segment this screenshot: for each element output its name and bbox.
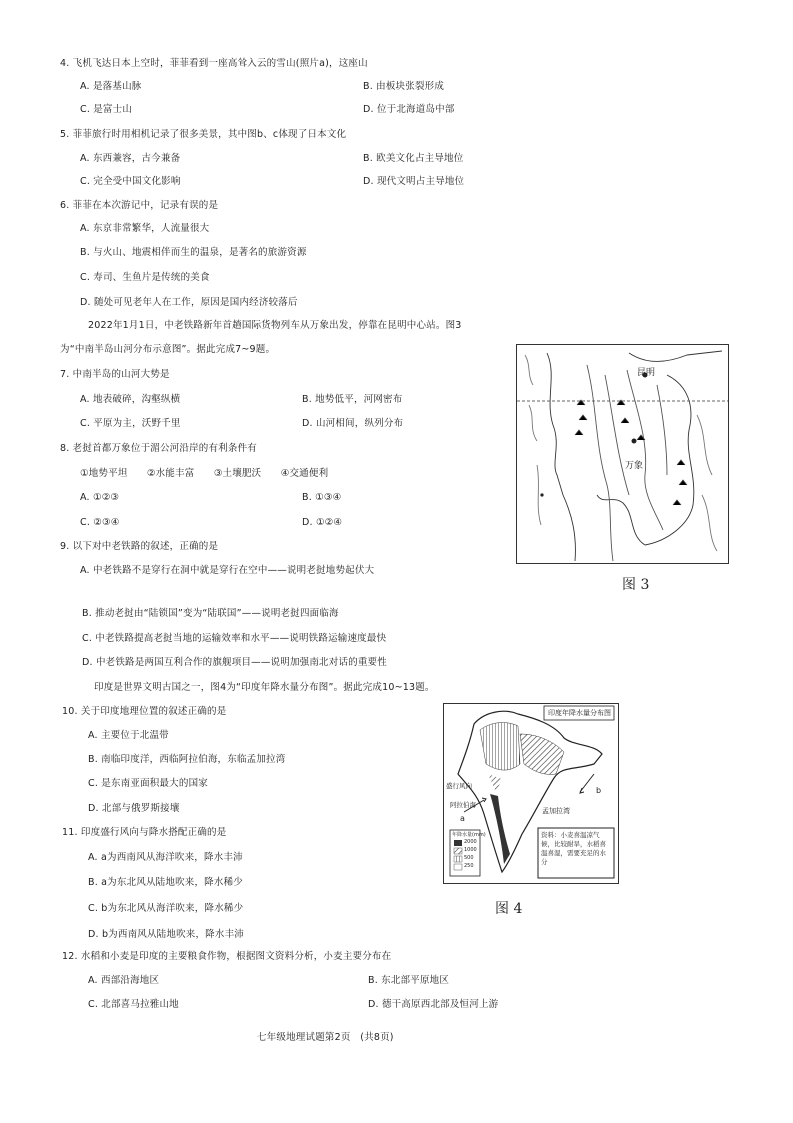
figure-3-caption: 图 3 [622, 577, 650, 593]
q9-stem: 9. 以下对中老铁路的叙述，正确的是 [60, 541, 219, 552]
q9-option-b: B. 推动老挝由“陆锁国”变为“陆联国”——说明老挝四面临海 [82, 608, 339, 619]
q10-option-d: D. 北部与俄罗斯接壤 [88, 803, 180, 814]
q5-option-c: C. 完全受中国文化影响 [80, 176, 181, 187]
fig4-note: 资料：小麦喜温凉气候，比较耐旱，水稻喜温喜湿，需要充足的水分 [541, 831, 606, 866]
q10-option-a: A. 主要位于北温带 [88, 730, 169, 741]
q8-statements: ①地势平坦 ②水能丰富 ③土壤肥沃 ④交通便利 [80, 468, 329, 479]
q4-option-b: B. 由板块张裂形成 [363, 81, 445, 92]
q11-stem: 11. 印度盛行风向与降水搭配正确的是 [62, 827, 227, 838]
page-footer: 七年级地理试题第2页 (共8页) [257, 1032, 394, 1043]
q6-option-c: C. 寿司、生鱼片是传统的美食 [80, 272, 210, 283]
q11-option-c: C. b为东北风从海洋吹来，降水稀少 [88, 903, 244, 914]
q12-option-b: B. 东北部平原地区 [368, 975, 450, 986]
q6-option-a: A. 东京非常繁华，人流量很大 [80, 223, 210, 234]
wind-direction-label: 盛行风向 [446, 782, 472, 790]
q4-option-d: D. 位于北海道岛中部 [363, 104, 455, 115]
q8-option-d: D. ①②④ [302, 517, 343, 528]
q5-option-b: B. 欧美文化占主导地位 [363, 153, 464, 164]
q9-option-d: D. 中老铁路是两国互利合作的旗舰项目——说明加强南北对话的重要性 [82, 657, 387, 668]
intro-7-9-line1: 2022年1月1日，中老铁路新年首趟国际货物列车从万象出发，停靠在昆明中心站。图3 [88, 320, 462, 331]
q5-stem: 5. 菲菲旅行时用相机记录了很多美景，其中图b、c体现了日本文化 [60, 129, 347, 140]
arabian-sea-label: 阿拉伯海 [450, 801, 476, 809]
q12-stem: 12. 水稻和小麦是印度的主要粮食作物，根据图文资料分析，小麦主要分布在 [62, 951, 392, 962]
q7-option-b: B. 地势低平，河网密布 [302, 394, 403, 405]
q4-stem: 4. 飞机飞达日本上空时，菲菲看到一座高耸入云的雪山(照片a)，这座山 [60, 58, 368, 69]
q7-stem: 7. 中南半岛的山河大势是 [60, 369, 170, 380]
q11-option-d: D. b为西南风从陆地吹来，降水丰沛 [88, 929, 244, 940]
figure-3-indochina-map [516, 344, 729, 564]
kunming-label: 昆明 [637, 368, 656, 378]
q9-option-c: C. 中老铁路提高老挝当地的运输效率和水平——说明铁路运输速度最快 [82, 633, 387, 644]
wind-b-label: b [596, 786, 602, 795]
q7-option-a: A. 地表破碎，沟壑纵横 [80, 394, 181, 405]
q8-option-b: B. ①③④ [302, 492, 342, 503]
indochina-map-drawing [517, 345, 728, 563]
q12-option-d: D. 德干高原西北部及恒河上游 [368, 999, 499, 1010]
legend-title: 年降水量(mm) [452, 832, 486, 838]
q7-option-c: C. 平原为主，沃野千里 [80, 418, 181, 429]
wind-a-label: a [460, 814, 465, 823]
q5-option-d: D. 现代文明占主导地位 [363, 176, 465, 187]
vientiane-label: 万象 [625, 461, 644, 471]
q8-option-c: C. ②③④ [80, 517, 120, 528]
q5-option-a: A. 东西兼容，古今兼备 [80, 153, 181, 164]
q11-option-b: B. a为东北风从陆地吹来，降水稀少 [88, 877, 243, 888]
q11-option-a: A. a为西南风从海洋吹来，降水丰沛 [88, 852, 243, 863]
q9-option-a: A. 中老铁路不是穿行在洞中就是穿行在空中——说明老挝地势起伏大 [80, 565, 375, 576]
q10-option-b: B. 南临印度洋，西临阿拉伯海，东临孟加拉湾 [88, 754, 286, 765]
q6-option-b: B. 与火山、地震相伴而生的温泉，是著名的旅游资源 [80, 247, 307, 258]
q8-stem: 8. 老挝首都万象位于湄公河沿岸的有利条件有 [60, 443, 257, 454]
q6-option-d: D. 随处可见老年人在工作，原因是国内经济较落后 [80, 297, 298, 308]
q12-option-c: C. 北部喜马拉雅山地 [88, 999, 179, 1010]
figure-4-india-rainfall-map [443, 703, 619, 884]
q12-option-a: A. 西部沿海地区 [88, 975, 160, 986]
q6-stem: 6. 菲菲在本次游记中，记录有误的是 [60, 200, 219, 211]
legend-value-2: 1000 [464, 847, 477, 853]
q10-stem: 10. 关于印度地理位置的叙述正确的是 [62, 706, 227, 717]
q8-option-a: A. ①②③ [80, 492, 120, 503]
q4-option-a: A. 是落基山脉 [80, 81, 142, 92]
intro-7-9-line2: 为“中南半岛山河分布示意图”。据此完成7~9题。 [60, 344, 276, 355]
intro-10-13: 印度是世界文明古国之一，图4为“印度年降水量分布图”。据此完成10~13题。 [94, 682, 435, 693]
legend-value-1: 2000 [464, 839, 477, 845]
fig4-title: 印度年降水量分布图 [548, 709, 611, 717]
q10-option-c: C. 是东南亚面积最大的国家 [88, 778, 208, 789]
figure-4-caption: 图 4 [495, 901, 523, 917]
legend-value-3: 500 [464, 855, 474, 861]
q4-option-c: C. 是富士山 [80, 104, 133, 115]
bay-of-bengal-label: 孟加拉湾 [542, 807, 570, 815]
legend-value-4: 250 [464, 863, 474, 869]
q7-option-d: D. 山河相间，纵列分布 [302, 418, 404, 429]
